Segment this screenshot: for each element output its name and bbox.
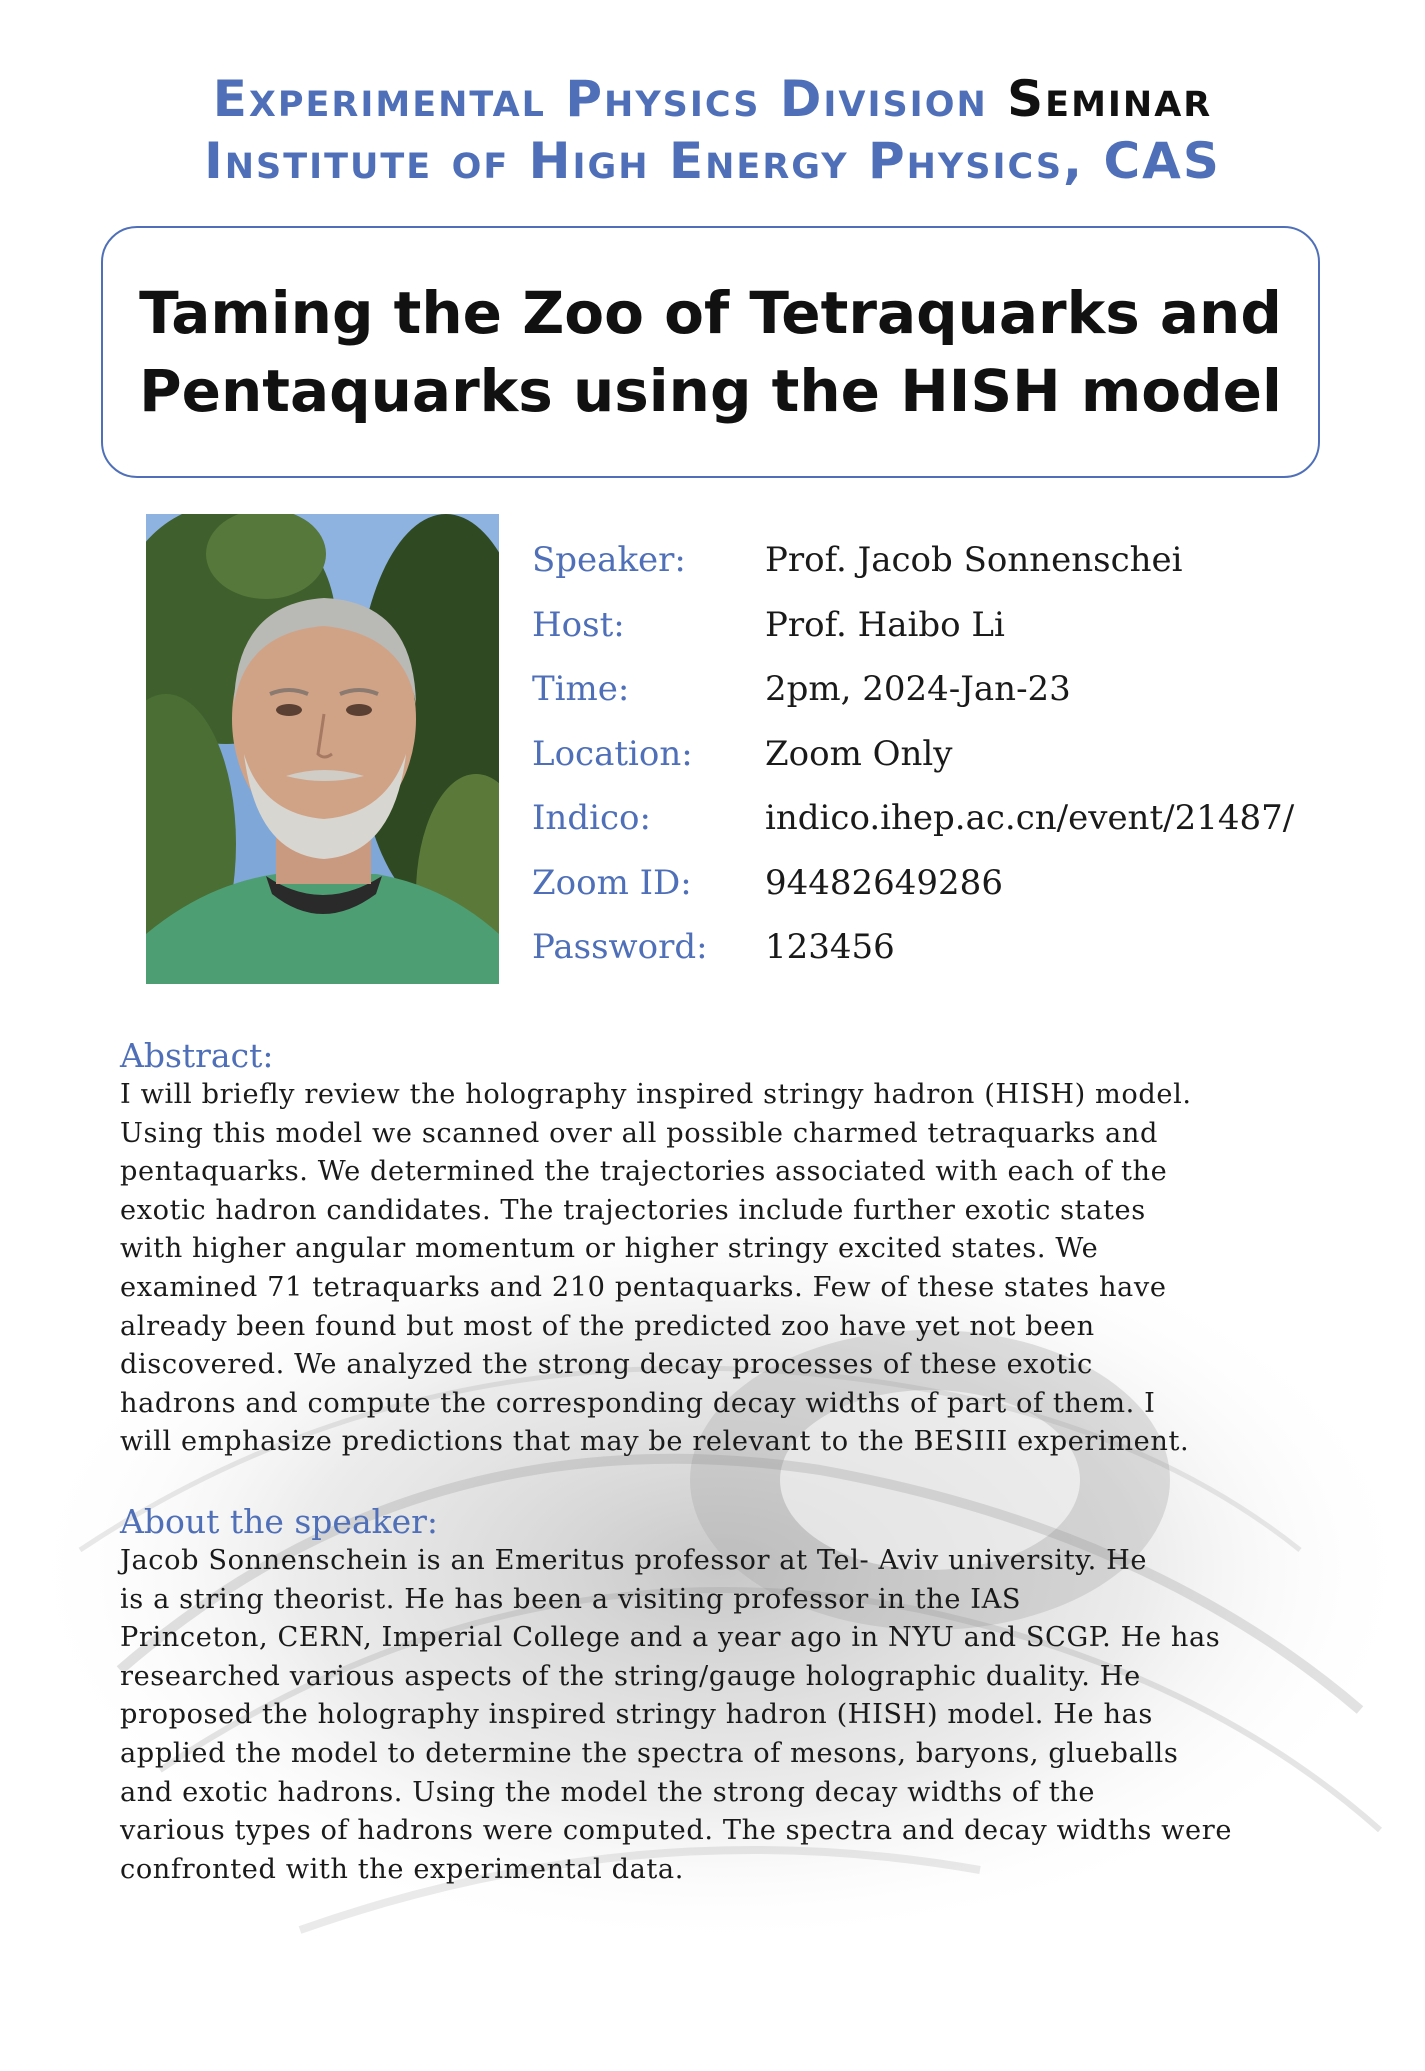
abstract-line: discovered. We analyzed the strong decay processes of these exotic [120,1349,1093,1381]
seminar-word: Seminar [987,70,1213,128]
abstract-line: examined 71 tetraquarks and 210 pentaquarks. Few of these states have [120,1271,1167,1303]
about-line: researched various aspects of the string/gauge holographic duality. He [120,1660,1141,1692]
zoom-id-label: Zoom ID: [532,862,692,903]
time-label: Time: [532,669,630,709]
about-line: and exotic hadrons. Using the model the strong decay widths of the [120,1776,1096,1808]
institute-heading: Institute of High Energy Physics, CAS [204,132,1221,190]
time-value: 2pm, 2024-Jan-23 [765,669,1071,709]
zoom-id-value: 94482649286 [765,862,1003,903]
indico-label: Indico: [532,798,651,838]
speaker-label: Speaker: [532,540,686,580]
host-label: Host: [532,604,625,645]
abstract-line: pentaquarks. We determined the trajectories associated with each of the [120,1156,1168,1188]
speaker-value: Prof. Jacob Sonnenschei [765,540,1183,580]
about-line: applied the model to determine the spectra of mesons, baryons, glueballs [120,1737,1179,1769]
portrait-image [146,514,499,984]
abstract-line: hadrons and compute the corresponding decay widths of part of them. I [120,1387,1156,1419]
about-line: is a string theorist. He has been a visiting professor in the IAS [120,1583,1022,1615]
abstract-line: will emphasize predictions that may be relevant to the BESIII experiment. [120,1426,1190,1458]
about-line: confronted with the experimental data. [120,1853,684,1885]
division-heading [0,70,1425,128]
indico-link[interactable]: indico.ihep.ac.cn/event/21487/ [765,798,1295,838]
about-line: Princeton, CERN, Imperial College and a year ago in NYU and SCGP. He has [120,1622,1221,1654]
password-value: 123456 [765,927,895,967]
division-name: Experimental Physics Division [212,70,988,128]
abstract-line: with higher angular momentum or higher stringy excited states. We [120,1233,1099,1265]
abstract-heading: Abstract: [120,1036,274,1075]
abstract-line: Using this model we scanned over all possible charmed tetraquarks and [120,1117,1158,1149]
abstract-line: I will briefly review the holography inspired stringy hadron (HISH) model. [120,1079,1192,1110]
abstract-line: exotic hadron candidates. The trajectories include further exotic states [120,1194,1146,1226]
location-value: Zoom Only [765,733,953,774]
about-line: proposed the holography inspired stringy hadron (HISH) model. He has [120,1699,1153,1731]
abstract-section [120,1036,1305,1462]
about-speaker-section [120,1502,1305,1889]
about-line: Jacob Sonnenschein is an Emeritus professor at Tel- Aviv university. He [120,1545,1148,1576]
host-value: Prof. Haibo Li [765,604,1005,645]
about-heading: About the speaker: [120,1502,439,1541]
talk-title-box [101,226,1320,478]
speaker-photo [146,514,499,984]
location-label: Location: [532,733,693,774]
about-line: various types of hadrons were computed. The spectra and decay widths were [120,1815,1233,1847]
abstract-line: already been found but most of the predicted zoo have yet not been [120,1310,1095,1342]
talk-title: Taming the Zoo of Tetraquarks and Pentaquarks using the HISH model [139,279,1282,425]
abstract-body [120,1076,1305,1462]
password-label: Password: [532,927,708,967]
about-body [120,1542,1305,1889]
